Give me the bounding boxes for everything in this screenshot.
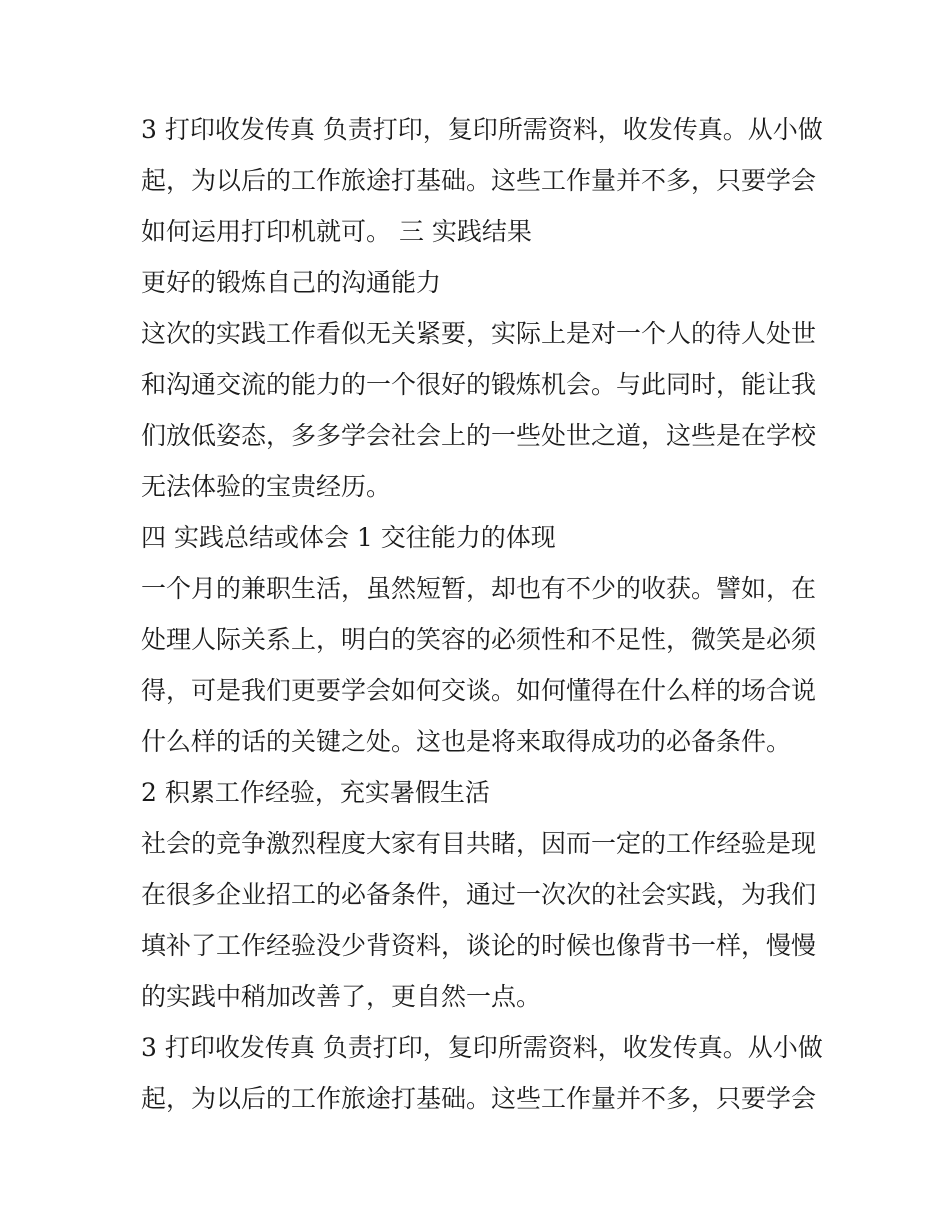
text-line: 四 实践总结或体会 1 交往能力的体现 [141,523,556,552]
text-line: 的实践中稍加改善了，更自然一点。 [141,982,542,1011]
section-heading-summary [141,512,821,563]
document-body [141,104,821,1124]
text-line: 2 积累工作经验，充实暑假生活 [141,778,490,807]
text-line: 们放低姿态，多多学会社会上的一些处世之道，这些是在学校 [141,421,817,450]
paragraph-printing-duties-repeat [141,1022,821,1124]
text-line: 更好的锻炼自己的沟通能力 [141,268,442,297]
paragraph-experience [141,818,821,1022]
text-line: 这次的实践工作看似无关紧要，实际上是对一个人的待人处世 [141,319,817,348]
text-line: 一个月的兼职生活，虽然短暂，却也有不少的收获。譬如，在 [141,574,817,603]
text-line: 3 打印收发传真 负责打印，复印所需资料，收发传真。从小做 [141,1033,823,1062]
text-line: 无法体验的宝贵经历。 [141,472,392,501]
paragraph-printing-duties [141,104,821,257]
section-heading-communication [141,257,821,308]
text-line: 3 打印收发传真 负责打印，复印所需资料，收发传真。从小做 [141,115,823,144]
text-line: 如何运用打印机就可。 三 实践结果 [141,217,532,246]
text-line: 起，为以后的工作旅途打基础。这些工作量并不多，只要学会 [141,1084,817,1113]
section-heading-experience [141,767,821,818]
paragraph-communication [141,308,821,512]
paragraph-summary [141,563,821,767]
text-line: 得，可是我们更要学会如何交谈。如何懂得在什么样的场合说 [141,676,817,705]
text-line: 什么样的话的关键之处。这也是将来取得成功的必备条件。 [141,727,792,756]
text-line: 处理人际关系上，明白的笑容的必须性和不足性，微笑是必须 [141,625,817,654]
text-line: 和沟通交流的能力的一个很好的锻炼机会。与此同时，能让我 [141,370,817,399]
text-line: 社会的竞争激烈程度大家有目共睹，因而一定的工作经验是现 [141,829,817,858]
text-line: 起，为以后的工作旅途打基础。这些工作量并不多，只要学会 [141,166,817,195]
text-line: 在很多企业招工的必备条件，通过一次次的社会实践，为我们 [141,880,817,909]
text-line: 填补了工作经验没少背资料，谈论的时候也像背书一样，慢慢 [141,931,817,960]
